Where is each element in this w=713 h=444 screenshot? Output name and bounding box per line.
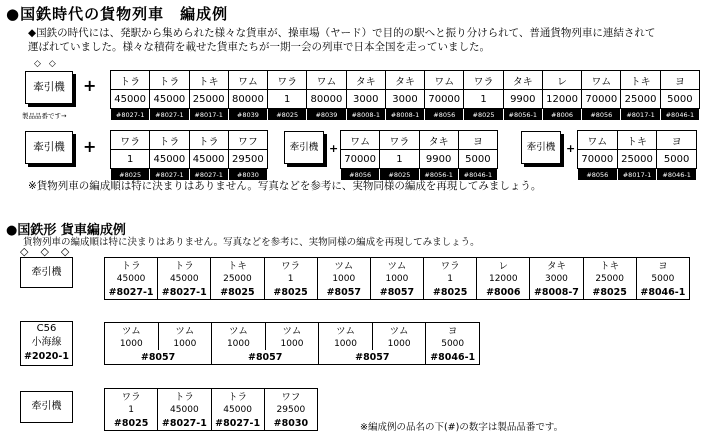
train1-car-table: [110, 70, 700, 121]
car-car-name-row: [105, 258, 690, 273]
car-name: レ: [542, 71, 581, 90]
product-code: #8057: [319, 350, 426, 365]
car-number: 1000: [105, 337, 159, 350]
loco-label: 牽引機: [289, 142, 319, 153]
car-car-name-row: [341, 131, 498, 150]
product-code: #8027-1: [158, 285, 211, 300]
car-name: ワフ: [228, 131, 267, 150]
product-code: #8027-1: [105, 285, 158, 300]
loco-box: [521, 131, 561, 164]
loco-label: 牽引機: [31, 267, 62, 278]
section1-desc-line2: 運ばれていました。様々な積荷を載せた貨車たちが一期一会の列車で日本全国を走っていました。: [28, 41, 490, 53]
car-car-number-row: [111, 90, 700, 109]
car-name: ヨ: [657, 131, 697, 150]
product-code: #8008-1: [346, 109, 385, 121]
car-name: ツム: [370, 258, 423, 273]
car-product-code-row: [105, 350, 480, 365]
car-number: 1: [380, 150, 419, 169]
car-name: トラ: [189, 131, 228, 150]
car-name: トキ: [583, 258, 636, 273]
car-car-name-row: [105, 323, 480, 338]
loco-box: [20, 391, 73, 423]
plus-sign: +: [83, 76, 97, 95]
car-name: ワラ: [464, 71, 503, 90]
s2-train1-car-table: [104, 257, 690, 300]
car-name: トキ: [211, 258, 264, 273]
train4-car-table: [577, 130, 697, 181]
loco-box: [25, 71, 73, 104]
car-number: 80000: [228, 90, 267, 109]
car-number: 1000: [370, 272, 423, 285]
product-code: #8008-1: [385, 109, 424, 121]
car-car-name-row: [578, 131, 697, 150]
car-number: 5000: [636, 272, 689, 285]
car-car-number-row: [105, 337, 480, 350]
car-product-code-row: [111, 109, 700, 121]
car-car-number-row: [111, 150, 268, 169]
car-name: ワム: [425, 71, 464, 90]
product-code: #8027-1: [211, 416, 264, 431]
product-code: #8057: [370, 285, 423, 300]
car-name: トラ: [158, 389, 211, 404]
car-name: ワラ: [268, 71, 307, 90]
product-code: #8056: [582, 109, 621, 121]
car-name: トラ: [105, 258, 158, 273]
car-car-name-row: [111, 131, 268, 150]
product-code: #8027-1: [189, 169, 228, 181]
product-code: #8025: [380, 169, 419, 181]
car-number: 29500: [228, 150, 267, 169]
loco-box: [25, 131, 73, 164]
product-code: #8030: [228, 169, 267, 181]
car-name: ツム: [212, 323, 266, 338]
product-code: #8046-1: [657, 169, 697, 181]
product-code: #8025: [264, 285, 317, 300]
car-name: ワラ: [264, 258, 317, 273]
car-number: 1000: [317, 272, 370, 285]
car-number: 1000: [158, 337, 212, 350]
diamond-marks: ◇◇◇: [20, 245, 82, 258]
car-product-code-row: [105, 416, 318, 431]
loco-label: 牽引機: [526, 142, 556, 153]
car-car-number-row: [578, 150, 697, 169]
car-car-number-row: [105, 403, 318, 416]
loco-label: 牽引機: [33, 81, 65, 93]
product-code: #8017-1: [189, 109, 228, 121]
car-name: ワム: [578, 131, 618, 150]
train2-car-table: [110, 130, 268, 181]
product-code: #8056-1: [503, 109, 542, 121]
car-number: 12000: [542, 90, 581, 109]
product-code: #8046-1: [426, 350, 480, 365]
loco-box-c56: [20, 321, 73, 366]
car-name: トキ: [189, 71, 228, 90]
section1-desc-line1: ◆国鉄の時代には、発駅から集められた様々な貨車が、操車場（ヤード）で目的の駅へと振り分けられて、普通貨物列車に連結されて: [28, 27, 656, 39]
car-name: ワラ: [380, 131, 419, 150]
product-code: #8039: [228, 109, 267, 121]
car-name: ツム: [158, 323, 212, 338]
car-name: トラ: [111, 71, 150, 90]
product-code: #8025: [111, 169, 150, 181]
car-number: 70000: [578, 150, 618, 169]
car-number: 29500: [264, 403, 317, 416]
car-name: ヨ: [426, 323, 480, 338]
car-number: 5000: [660, 90, 699, 109]
car-number: 1: [268, 90, 307, 109]
car-number: 45000: [158, 272, 211, 285]
car-name: ツム: [319, 323, 373, 338]
car-number: 1: [105, 403, 158, 416]
car-number: 5000: [657, 150, 697, 169]
loco-box: [20, 257, 73, 288]
product-code: #8006: [542, 109, 581, 121]
product-code: #8025: [464, 109, 503, 121]
s2-train3-car-table: [104, 388, 318, 431]
car-number: 70000: [582, 90, 621, 109]
car-number: 9900: [503, 90, 542, 109]
car-number: 80000: [307, 90, 346, 109]
car-name: ツム: [265, 323, 319, 338]
car-name: タキ: [503, 71, 542, 90]
car-number: 25000: [189, 90, 228, 109]
car-name: ヨ: [458, 131, 497, 150]
car-name: ワム: [228, 71, 267, 90]
diamond-marks: ◇◇: [34, 59, 64, 69]
car-number: 9900: [419, 150, 458, 169]
product-code: #8025: [105, 416, 158, 431]
product-code: #8046-1: [636, 285, 689, 300]
product-code: #8017-1: [621, 109, 660, 121]
loco-label: 牽引機: [31, 401, 62, 412]
car-name: ツム: [317, 258, 370, 273]
car-number: 1000: [319, 337, 373, 350]
car-number: 45000: [189, 150, 228, 169]
section1-title: ●国鉄時代の貨物列車 編成例: [6, 5, 229, 23]
car-number: 45000: [150, 90, 189, 109]
product-code: #8025: [424, 285, 477, 300]
car-name: ワム: [307, 71, 346, 90]
product-code: #8056-1: [419, 169, 458, 181]
car-number: 5000: [426, 337, 480, 350]
car-number: 70000: [425, 90, 464, 109]
product-code: #8025: [583, 285, 636, 300]
car-number: 1: [111, 150, 150, 169]
car-number: 1000: [265, 337, 319, 350]
car-number: 3000: [385, 90, 424, 109]
car-name: レ: [477, 258, 530, 273]
car-number: 45000: [158, 403, 211, 416]
section1-note: ※貨物列車の編成順は特に決まりはありません。写真などを参考に、実物同様の編成を再現してみましょう。: [28, 180, 542, 192]
car-car-number-row: [105, 272, 690, 285]
car-number: 45000: [150, 150, 189, 169]
product-code: #8008-7: [530, 285, 583, 300]
product-number-label: 製品品番です→: [22, 112, 67, 120]
car-name: ヨ: [636, 258, 689, 273]
loco-box: [284, 131, 324, 164]
car-number: 12000: [477, 272, 530, 285]
product-code: #8046-1: [660, 109, 699, 121]
plus-sign: +: [329, 142, 339, 155]
car-name: ワラ: [424, 258, 477, 273]
product-code: #8056: [578, 169, 618, 181]
car-number: 1000: [372, 337, 426, 350]
car-number: 1: [424, 272, 477, 285]
product-code: #8046-1: [458, 169, 497, 181]
car-name: トラ: [158, 258, 211, 273]
car-name: トキ: [617, 131, 657, 150]
product-code: #8057: [317, 285, 370, 300]
car-product-code-row: [105, 285, 690, 300]
plus-sign: +: [83, 137, 97, 156]
product-code: #8017-1: [617, 169, 657, 181]
product-code: #8039: [307, 109, 346, 121]
product-code: #8025: [211, 285, 264, 300]
section2-desc: 貨物列車の編成順は特に決まりはありません。写真などを参考に、実物同様の編成を再現してみましょう。: [23, 237, 480, 248]
car-number: 25000: [621, 90, 660, 109]
car-name: トラ: [150, 71, 189, 90]
product-code: #8030: [264, 416, 317, 431]
section2-title: ●国鉄形 貨車編成例: [6, 223, 126, 238]
product-code: #8027-1: [150, 169, 189, 181]
car-number: 25000: [583, 272, 636, 285]
product-code: #8056: [341, 169, 380, 181]
product-code: #8027-1: [150, 109, 189, 121]
car-name: タキ: [385, 71, 424, 90]
car-name: ヨ: [660, 71, 699, 90]
train3-car-table: [340, 130, 498, 181]
car-name: ツム: [372, 323, 426, 338]
car-name: ワム: [582, 71, 621, 90]
car-number: 45000: [105, 272, 158, 285]
loco-label: 牽引機: [33, 141, 65, 153]
car-name: トキ: [621, 71, 660, 90]
car-number: 1: [264, 272, 317, 285]
car-number: 1000: [212, 337, 266, 350]
car-name: トラ: [150, 131, 189, 150]
car-name: トラ: [211, 389, 264, 404]
car-name: ワラ: [111, 131, 150, 150]
product-code: #8025: [268, 109, 307, 121]
car-car-name-row: [111, 71, 700, 90]
car-number: 5000: [458, 150, 497, 169]
car-number: 45000: [211, 403, 264, 416]
car-number: 45000: [111, 90, 150, 109]
product-code: #8057: [212, 350, 319, 365]
car-number: 25000: [617, 150, 657, 169]
product-code: #8027-1: [158, 416, 211, 431]
loco-code: #2020-1: [24, 351, 69, 362]
car-name: ワフ: [264, 389, 317, 404]
product-code: #8056: [425, 109, 464, 121]
car-number: 25000: [211, 272, 264, 285]
car-number: 3000: [346, 90, 385, 109]
car-name: タキ: [346, 71, 385, 90]
loco-line: 小海線: [31, 337, 62, 348]
car-car-name-row: [105, 389, 318, 404]
car-car-number-row: [341, 150, 498, 169]
car-number: 1: [464, 90, 503, 109]
product-code: #8027-1: [111, 109, 150, 121]
s2-train2-car-table: [104, 322, 480, 365]
product-code: #8006: [477, 285, 530, 300]
car-name: タキ: [419, 131, 458, 150]
car-name: タキ: [530, 258, 583, 273]
car-name: ツム: [105, 323, 159, 338]
car-name: ワラ: [105, 389, 158, 404]
car-product-code-row: [578, 169, 697, 181]
car-number: 3000: [530, 272, 583, 285]
footnote: ※編成例の品名の下(#)の数字は製品品番です。: [360, 422, 564, 433]
plus-sign: +: [566, 142, 576, 155]
car-number: 70000: [341, 150, 380, 169]
product-code: #8057: [105, 350, 212, 365]
loco-model: C56: [36, 323, 57, 334]
car-name: ワム: [341, 131, 380, 150]
